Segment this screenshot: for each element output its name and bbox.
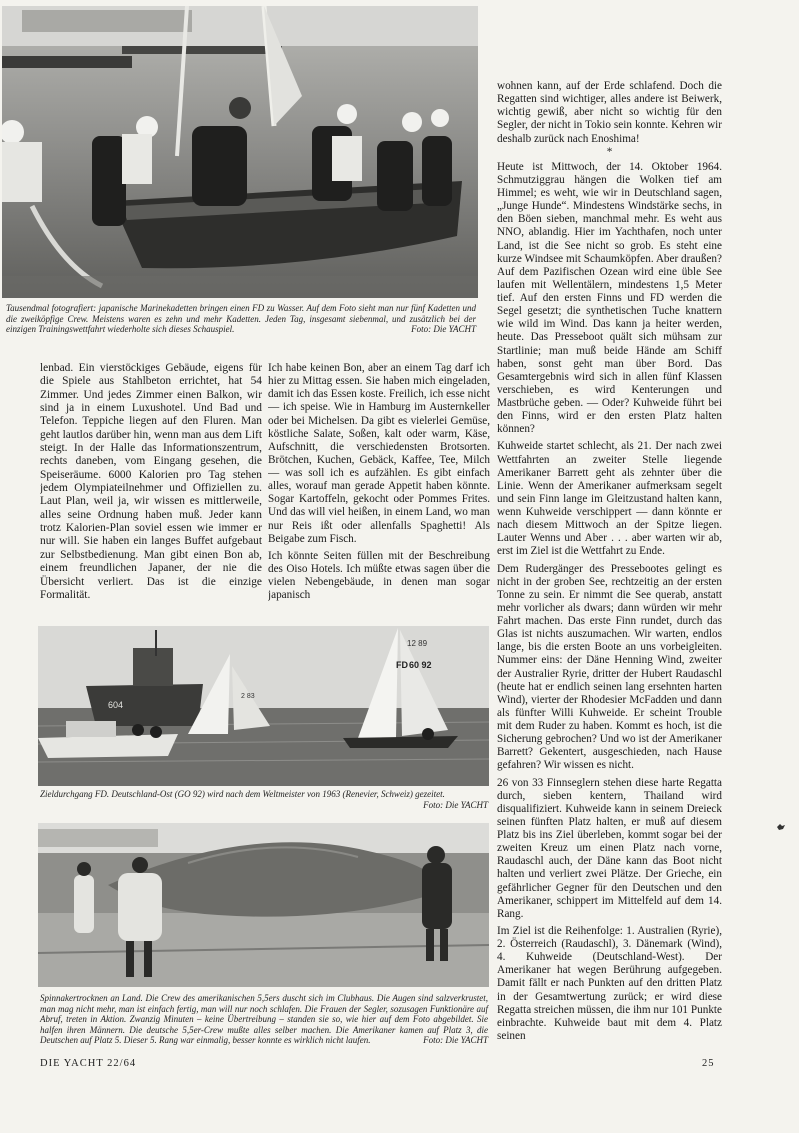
footer-page-number: 25 — [702, 1058, 715, 1069]
sail-class-right: FD — [396, 660, 408, 670]
caption-bottom-credit: Foto: Die YACHT — [423, 1035, 488, 1046]
article-paragraph: Dem Rudergänger des Pressebootes gelingt es nicht in der groben See, rechtzeitig an der ersten Tonne zu sein. Er nimmt die See querab, anstatt mehr vorlicher als dwars; dann würden wir mehr Fahrt machen. Das erste Finn rundet, durch das Glas ist nichts auszumachen. Wir warten, endlos lange, bis die ersten Boote an uns vorbeigleiten. Nummer eins: der Däne Henning Wind, zweiter der Australier Ryrie, dritter der Hubert Raudaschl (heute hat er endlich seinen lang ersehnten harten Wind), vierter der Rhodesier McFadden und dann als fünfter Willi Kuhweide. Er scheint Trouble mit dem Ruder zu haben. Kommt es hoch, ist die Sicherung gebrochen? Und wo ist der Amerikaner Barrett? Gekentert, ausgeschieden, nach Hause gefahren? Wir wissen es nicht. — [497, 562, 722, 772]
caption-top-text: Tausendmal fotografiert: japanische Marinekadetten bringen einen FD zu Wasser. Auf dem Foto sieht man nur fünf Kadetten und die zweiköpfige Crew. Meistens waren es zehn und mehr Kadetten. Jeden Tag, insgesamt siebenmal, und zusätzlich bei der einzigen Trainingswettfahrt wiederholte sich dieses Schauspiel. — [6, 303, 476, 335]
caption-bottom-photo — [40, 993, 488, 1046]
caption-middle-photo — [40, 789, 488, 810]
caption-middle-credit: Foto: Die YACHT — [423, 799, 488, 810]
sail-number-right-lower: 60 92 — [409, 660, 432, 670]
caption-top-photo — [6, 303, 476, 335]
photo-spinnaker-scene — [38, 823, 489, 987]
article-paragraph: Ich habe keinen Bon, aber an einem Tag darf ich hier zu Mittag essen. Sie haben mich eingeladen, damit ich das Essen koste. Freilich, ich esse nicht — ich speise. Wie in Hamburg im Austernkeller oder bei Michelsen. Da gibt es vielerlei Gemüse, köstliche Salate, Soßen, kalt oder warm, Käse, Aufschnitt, die verschiedensten Brotsorten. Brötchen, Kuchen, Gebäck, Kaffee, Tee, Milch — was soll ich es aufzählen. Es gibt einfach alles, worauf man gerade Appetit haben könnte. Sogar Kartoffeln, gekocht oder Pommes Frites. Und das will viel heißen, in einem Land, wo man nur Reis ißt oder allenfalls Spaghetti! Als Beigabe zum Fisch. — [268, 362, 490, 545]
article-paragraph: Kuhweide startet schlecht, als 21. Der nach zwei Wettfahrten an zweiter Stelle liegende Amerikaner Barrett geht als zehnter über die Linie. Wenn der Amerikaner aufmerksam segelt und sein Finn lange im Gleitzustand halten kann, wenn Kuhweide verschippert — dann könnte er nach diesem Mittwoch an der Spitze liegen. Lauter Wenns und Aber . . . aber warten wir ab, erst im Ziel ist die Wettfahrt zu Ende. — [497, 440, 722, 558]
caption-middle-text: Zieldurchgang FD. Deutschland-Ost (GO 92) wird nach dem Weltmeister von 1963 (Renevier, Schweiz) gezeitet. — [40, 789, 445, 799]
photo-cadets-scene — [2, 6, 478, 298]
sail-number-left-boat: 2 83 — [241, 693, 255, 700]
article-paragraph: wohnen kann, auf der Erde schlafend. Doch die Regatten sind wichtiger, alles andere ist Beiwerk, wichtig gewiß, aber nicht so wichtig für den Segler, der nicht in Tokio sein konnte. Kehren wir deshalb zurück nach Enoshima! — [497, 80, 722, 145]
article-column-middle — [268, 362, 490, 607]
article-column-right — [497, 80, 722, 1055]
section-separator: * — [606, 145, 613, 158]
photo-fd-finish-line — [38, 626, 489, 786]
sail-number-right-upper: 12 89 — [407, 639, 428, 648]
article-column-left — [40, 362, 262, 607]
ship-hull-number: 604 — [108, 700, 124, 710]
article-paragraph: Im Ziel ist die Reihenfolge: 1. Australien (Ryrie), 2. Österreich (Raudaschl), 3. Dänemark (Wind), 4. Kuhweide (Deutschland-West). Der Amerikaner hat wegen Berührung aufgegeben. Damit fällt er nach Punkten auf den dritten Platz in der Gesamtwertung zurück; er wird diese Regatta streichen müssen, die ihm nur 101 Punkte einbrachte. Kuhweide baut mit dem 4. Platz seinen — [497, 924, 722, 1042]
article-paragraph: 26 von 33 Finnseglern stehen diese harte Regatta durch, sieben kentern, Thailand wird disqualifiziert. Kuhweide kann in seinem Dreieck seinen fünften Platz halten, er muß auf diesem Platz bis ins Ziel überleben, kommt sogar bei der zweiten Kreuz um einen Platz nach vorne, Raudaschl auch, der Däne kann das Boot nicht halten und verliert zwei Plätze. Der Grieche, ein gefährlicher Gegner für den Deutschen und den Amerikaner, schippert im Mittelfeld auf dem 14. Rang. — [497, 776, 722, 920]
photo-spinnaker-drying — [38, 823, 489, 987]
article-paragraph: Heute ist Mittwoch, der 14. Oktober 1964. Schmutziggrau hängen die Wolken tief am Himmel; es weht, wie wir in Deutschland sagen, „Junge Hunde“. Mindestens Windstärke sechs, in den Böen sieben, manchmal mehr. Es weht aus NNO, ablandig. Hier im Yachthafen, noch unter Land, ist die See nicht so grob. Es steht eine kurze Windsee mit Schaumköpfen. Aber draußen? Auf dem Pazifischen Ozean wird eine üble See laufen mit Wellentälern, mindestens 1,5 Meter tief. Auf den ersten Finns und FD werden die Segel gesetzt; die synthetischen Tuche knattern wie wild im Wind. Das kann ja heiter werden, heute. Das Presseboot quält sich mühsam zur Startlinie; man muß beide Hände am Schiff haben, sonst geht man über Bord. Das Gesamtergebnis wird sich in allen fünf Klassen verschieben, es wird Kenterungen und Mastbrüche geben. — Oder? Kuhweide führt bei den Finns, wird er den ersten Platz halten können? — [497, 160, 722, 436]
photo-finish-scene — [38, 626, 489, 786]
article-paragraph: lenbad. Ein vierstöckiges Gebäude, eigens für die Spiele aus Stahlbeton errichtet, hat 54 Zimmer. Und jedes Zimmer einen Balkon, wir sind ja in einem Luxushotel. Und Bad und Telefon. Teppiche liegen auf den Fluren. Man geht lautlos darüber hin, wenn man aus dem Lift steigt. In der Halle das Informationszentrum, rechts daneben, vom Eingang gesehen, die Speiseräume. 6000 Kalorien pro Tag stehen jedem Olympiateilnehmer und Offiziellen zu. Laut Plan, weil ja, wir wissen es mittlerweile, alles seine Ordnung haben muß. Jeder kann trotz Kalorien-Plan soviel essen wie immer er nur will. Sie haben ein langes Buffet aufgebaut zur Selbstbedienung. Man gibt einen Bon ab, einem freundlichen Japaner, der nie die Übersicht verliert. Das ist die einzige Formalität. — [40, 362, 262, 601]
article-paragraph: Ich könnte Seiten füllen mit der Beschreibung des Oiso Hotels. Ich müßte etwas sagen über die vielen Nebengebäude, in denen man sogar japanisch — [268, 549, 490, 602]
caption-top-credit: Foto: Die YACHT — [411, 324, 476, 335]
ink-mark-icon — [776, 822, 786, 832]
photo-cadets-launching-fd — [2, 6, 478, 298]
footer-magazine-issue: DIE YACHT 22/64 — [40, 1058, 137, 1069]
caption-bottom-text: Spinnakertrocknen an Land. Die Crew des amerikanischen 5,5ers duscht sich im Clubhaus. Die Augen sind salzverkrustet, man mag nicht mehr, man ist einfach fertig, man will nur noch schlafen. Die Frauen der Segler, sozusagen Funktionäre auf Abruf, treten in Aktion. Zwanzig Minuten – keine Übertreibung – standen sie so, wie hier auf dem Foto abgebildet. Sie halfen ihren Männern. Die deutsche 5,5er-Crew mußte alles selber machen. Die Amerikaner kamen auf Platz 3, die Deutschen auf Platz 5. Dieser 5. Rang war einmalig, besser konnte es wirklich nicht laufen. — [40, 993, 488, 1046]
